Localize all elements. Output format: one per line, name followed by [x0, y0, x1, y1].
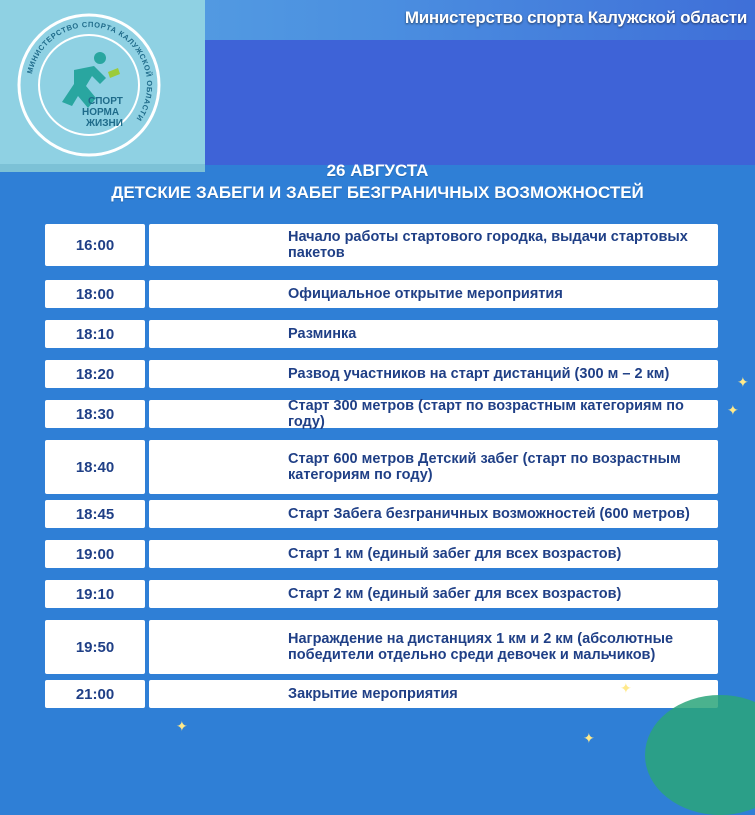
schedule-event — [149, 320, 718, 348]
schedule-event — [149, 400, 718, 428]
schedule-event — [149, 500, 718, 528]
schedule-row — [45, 360, 718, 388]
schedule-time: 18:20 — [45, 360, 145, 388]
schedule-row — [45, 500, 718, 528]
event-heading — [0, 160, 755, 204]
schedule-row — [45, 400, 718, 428]
sparkle-icon: ✦ — [737, 374, 749, 390]
schedule-row — [45, 440, 718, 494]
schedule-row — [45, 280, 718, 308]
schedule-event — [149, 680, 718, 708]
schedule-time: 18:30 — [45, 400, 145, 428]
schedule-event-line: Развод участников на старт дистанций (300 м – 2 км) — [288, 366, 670, 382]
schedule-event-line: Старт 1 км (единый забег для всех возрастов) — [288, 546, 622, 562]
schedule-row — [45, 540, 718, 568]
schedule-event-line: Награждение на дистанциях 1 км и 2 км (абсолютные — [288, 631, 674, 647]
schedule-event-line: категориям по году) — [288, 467, 433, 483]
schedule-time: 18:00 — [45, 280, 145, 308]
schedule-event-line: Старт Забега безграничных возможностей (600 метров) — [288, 506, 690, 522]
schedule-time: 21:00 — [45, 680, 145, 708]
logo-line2: НОРМА — [82, 107, 120, 118]
schedule-event — [149, 224, 718, 266]
schedule-event — [149, 360, 718, 388]
logo-panel — [0, 0, 205, 172]
schedule-row — [45, 320, 718, 348]
sparkle-icon: ✦ — [176, 718, 188, 734]
schedule-row — [45, 620, 718, 674]
sport-norm-logo — [16, 12, 162, 158]
schedule-time: 16:00 — [45, 224, 145, 266]
corner-decoration — [645, 695, 755, 815]
sparkle-icon: ✦ — [620, 680, 632, 696]
schedule-event-line: Закрытие мероприятия — [288, 686, 458, 702]
schedule-row — [45, 680, 718, 708]
schedule-time: 18:45 — [45, 500, 145, 528]
schedule-event-line: Начало работы стартового городка, выдачи стартовых — [288, 229, 688, 245]
schedule-time: 19:50 — [45, 620, 145, 674]
schedule-event-line: Официальное открытие мероприятия — [288, 286, 563, 302]
schedule-time: 18:10 — [45, 320, 145, 348]
event-date: 26 АВГУСТА — [326, 161, 429, 180]
schedule-time: 19:10 — [45, 580, 145, 608]
schedule-event-line: Старт 2 км (единый забег для всех возрастов) — [288, 586, 622, 602]
schedule-event — [149, 440, 718, 494]
sparkle-icon: ✦ — [727, 402, 739, 418]
schedule-event-line: победители отдельно среди девочек и мальчиков) — [288, 647, 656, 663]
schedule-event — [149, 540, 718, 568]
schedule-event — [149, 280, 718, 308]
schedule-event-line: пакетов — [288, 245, 345, 261]
schedule-event-line: Старт 300 метров (старт по возрастным категориям по году) — [288, 398, 684, 430]
schedule-row — [45, 580, 718, 608]
schedule-time: 19:00 — [45, 540, 145, 568]
schedule-event — [149, 580, 718, 608]
schedule-time: 18:40 — [45, 440, 145, 494]
schedule-row — [45, 224, 718, 266]
schedule-event — [149, 620, 718, 674]
sparkle-icon: ✦ — [583, 730, 595, 746]
logo-line1: СПОРТ — [88, 96, 123, 107]
schedule-event-line: Старт 600 метров Детский забег (старт по возрастным — [288, 451, 681, 467]
logo-line3: ЖИЗНИ — [86, 118, 123, 129]
logo-ring-text: МИНИСТЕРСТВО СПОРТА КАЛУЖСКОЙ ОБЛАСТИ — [25, 19, 155, 123]
event-title: ДЕТСКИЕ ЗАБЕГИ И ЗАБЕГ БЕЗГРАНИЧНЫХ ВОЗМОЖНОСТЕЙ — [111, 183, 644, 202]
ministry-title: Министерство спорта Калужской области — [404, 8, 747, 27]
schedule-event-line: Разминка — [288, 326, 357, 342]
